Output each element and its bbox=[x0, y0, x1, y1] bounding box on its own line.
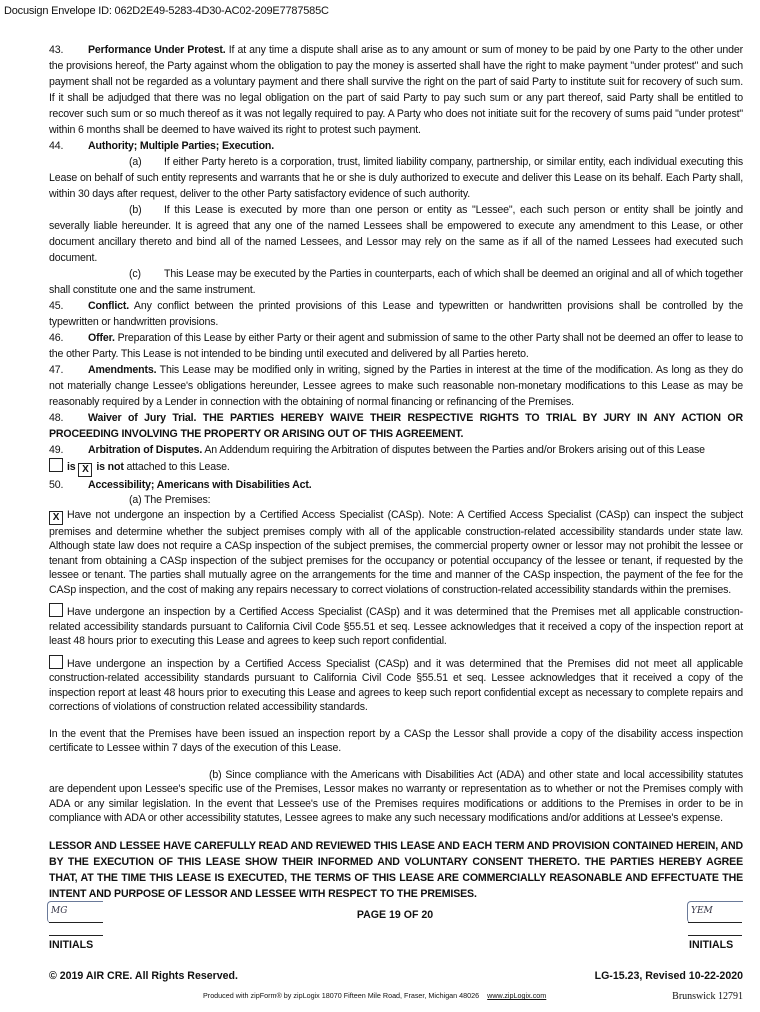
casp-not-inspected-checkbox[interactable]: X bbox=[49, 511, 63, 525]
section-45 bbox=[49, 298, 743, 330]
is-not-label: is not bbox=[96, 461, 124, 473]
lease-page-body bbox=[49, 42, 743, 902]
section-title: Waiver of Jury Trial. bbox=[88, 412, 197, 424]
arbitration-tail: attached to this Lease. bbox=[123, 461, 230, 473]
option-text: Have not undergone an inspection by a Certified Access Specialist (CASp). Note: A Certified Access Specialist (CASp) can inspect the subject premises and determine whether the subject premises comply with all of the applicable construction-related accessibility standards under state law. Although state law does not require a CASp inspection of the subject premises, the commercial property owner or lessor may not prohibit the lessee or tenant from obtaining a CASp inspection of the subject premises for the occupancy or potential occupancy of the lessee or tenant, if requested by the lessee or tenant. The parties shall mutually agree on the arrangements for the time and manner of the CASp inspection, the payment of the fee for the CASp inspection, and the cost of making any repairs necessary to correct violations of construction-related accessibility standards within the premises. bbox=[49, 508, 743, 596]
initials-line bbox=[49, 922, 103, 923]
subsection-label: (a) The Premises: bbox=[129, 494, 211, 506]
copyright: © 2019 AIR CRE. All Rights Reserved. bbox=[49, 970, 238, 982]
subsection-text: This Lease may be executed by the Parties in counterparts, each of which shall be deemed an original and all of which together shall constitute one and the same instrument. bbox=[49, 268, 743, 296]
section-title: Authority; Multiple Parties; Execution. bbox=[88, 140, 275, 152]
form-id: LG-15.23, Revised 10-22-2020 bbox=[594, 970, 743, 982]
section-number: 44. bbox=[49, 140, 64, 152]
section-50 bbox=[49, 477, 743, 493]
section-49 bbox=[49, 442, 743, 458]
initials-line bbox=[49, 935, 103, 936]
initials-line bbox=[688, 935, 742, 936]
lessee-initials-signature[interactable]: YEM bbox=[687, 901, 743, 923]
casp-event-paragraph: In the event that the Premises have been issued an inspection report by a CASp the Lessor shall provide a copy of the disability access inspection certificate to Lessee within 7 days of the execution of this Lease. bbox=[49, 727, 743, 754]
arbitration-choice bbox=[49, 458, 743, 477]
section-47 bbox=[49, 362, 743, 410]
casp-not-met-checkbox[interactable] bbox=[49, 655, 63, 669]
produced-line bbox=[203, 991, 546, 1000]
section-title: Accessibility; Americans with Disabilities Act. bbox=[88, 479, 312, 491]
section-number: 43. bbox=[49, 44, 64, 56]
subsection-label: (c) bbox=[129, 268, 141, 280]
section-text: Any conflict between the printed provisions of this Lease and typewritten or handwritten provisions shall be controlled by the typewritten or handwritten provisions. bbox=[49, 300, 743, 328]
section-text: Preparation of this Lease by either Party or their agent and submission of same to the other Party shall not be deemed an offer to lease to the other Party. This Lease is not intended to be binding until executed and delivered by all Parties hereto. bbox=[49, 332, 743, 360]
section-title: Offer. bbox=[88, 332, 115, 344]
section-text: If at any time a dispute shall arise as to any amount or sum of money to be paid by one Party to the other under the provisions hereof, the Party against whom the obligation to pay the money is asserted shall have the right to make payment "under protest" and such payment shall not be regarded as a voluntary payment and there shall survive the right on the part of said Party to institute suit for recovery of such sum. If it shall be adjudged that there was no legal obligation on the part of said Party to pay such sum or any part thereof, said Party shall be entitled to recover such sum or so much thereof as it was not legally required to pay. A Party who does not initiate suit for the recovery of sums paid "under protest" within 6 months shall be deemed to have waived its right to protest such payment. bbox=[49, 44, 743, 136]
subsection-text: If this Lease is executed by more than one person or entity as "Lessee", each such person or entity shall be jointly and severally liable hereunder. It is agreed that any one of the named Lessees shall be empowered to execute any amendment to this Lease, or other document ancillary thereto and bind all of the named Lessees, and Lessor may rely on the same as if all of the named Lessees had executed such document. bbox=[49, 204, 743, 264]
section-44b bbox=[49, 202, 743, 266]
section-title: Arbitration of Disputes. bbox=[88, 444, 203, 456]
subsection-label: (a) bbox=[129, 156, 142, 168]
section-title: Performance Under Protest. bbox=[88, 44, 226, 56]
file-name: Brunswick 12791 bbox=[672, 991, 743, 1002]
section-number: 49. bbox=[49, 444, 64, 456]
initials-line bbox=[688, 922, 742, 923]
section-50a-label bbox=[49, 493, 743, 508]
casp-option-met-standards bbox=[49, 603, 743, 649]
page-number: PAGE 19 OF 20 bbox=[356, 909, 434, 921]
section-number: 50. bbox=[49, 479, 64, 491]
envelope-id: Docusign Envelope ID: 062D2E49-5283-4D30-AC02-209E7787585C bbox=[4, 5, 329, 17]
initials-label-right: INITIALS bbox=[689, 939, 734, 951]
section-number: 45. bbox=[49, 300, 64, 312]
section-title: Conflict. bbox=[88, 300, 130, 312]
initials-label-left: INITIALS bbox=[49, 939, 94, 951]
section-44a bbox=[49, 154, 743, 202]
section-number: 48. bbox=[49, 412, 64, 424]
section-44 bbox=[49, 138, 743, 154]
section-46 bbox=[49, 330, 743, 362]
is-label: is bbox=[67, 461, 76, 473]
subsection-text: (b) Since compliance with the Americans with Disabilities Act (ADA) and other state and local accessibility statutes are dependent upon Lessee's specific use of the Premises, Lessor makes no warranty or representation as to whether or not the Premises comply with ADA or any similar legislation. In the event that Lessee's use of the Premises requires modifications or additions to the Premises in order to be in compliance with ADA or other accessibility statutes, Lessee agrees to make any such necessary modifications and/or additions at Lessee's expense. bbox=[49, 768, 743, 824]
section-44c bbox=[49, 266, 743, 298]
lessor-initials-signature[interactable]: MG bbox=[47, 901, 103, 923]
arbitration-is-checkbox[interactable] bbox=[49, 458, 63, 472]
section-text: THE PARTIES HEREBY WAIVE THEIR RESPECTIVE RIGHTS TO TRIAL BY JURY IN ANY ACTION OR PROCEEDING INVOLVING THE PROPERTY OR ARISING OUT OF THIS AGREEMENT. bbox=[49, 412, 744, 440]
section-text: An Addendum requiring the Arbitration of disputes between the Parties and/or Brokers arising out of this Lease bbox=[202, 444, 705, 456]
acknowledgement: LESSOR AND LESSEE HAVE CAREFULLY READ AND REVIEWED THIS LEASE AND EACH TERM AND PROVISION CONTAINED HEREIN, AND BY THE EXECUTION OF THIS LEASE SHOW THEIR INFORMED AND VOLUNTARY CONSENT THERETO. THE PARTIES HEREBY AGREE THAT, AT THE TIME THIS LEASE IS EXECUTED, THE TERMS OF THIS LEASE ARE COMMERCIALLY REASONABLE AND EFFECTUATE THE INTENT AND PURPOSE OF LESSOR AND LESSEE WITH RESPECT TO THE PREMISES. bbox=[49, 839, 743, 900]
produced-text: Produced with zipForm® by zipLogix 18070 Fifteen Mile Road, Fraser, Michigan 48026 bbox=[203, 991, 480, 1000]
section-50b bbox=[49, 768, 743, 826]
section-text: This Lease may be modified only in writing, signed by the Parties in interest at the time of the modification. As long as they do not materially change Lessee's obligations hereunder, Lessee agrees to make such reasonable non-monetary modifications to this Lease as may be reasonably required by a Lender in connection with the obtaining of normal financing or refinancing of the Premises. bbox=[49, 364, 743, 408]
ziplogix-link[interactable]: www.zipLogix.com bbox=[487, 991, 547, 1000]
casp-met-checkbox[interactable] bbox=[49, 603, 63, 617]
subsection-text: If either Party hereto is a corporation, trust, limited liability company, partnership, or similar entity, each individual executing this Lease on behalf of such entity represents and warrants that he or she is duly authorized to execute and deliver this Lease on its behalf. Each Party shall, within 30 days after request, deliver to the other Party satisfactory evidence of such authority. bbox=[49, 156, 743, 200]
section-title: Amendments. bbox=[88, 364, 157, 376]
casp-option-not-inspected bbox=[49, 508, 743, 598]
section-48 bbox=[49, 410, 743, 442]
casp-option-not-met-standards bbox=[49, 655, 743, 715]
option-text: Have undergone an inspection by a Certified Access Specialist (CASp) and it was determined that the Premises met all applicable construction-related accessibility standards pursuant to California Civil Code §55.51 et seq. Lessee acknowledges that it received a copy of the inspection report at least 48 hours prior to executing this Lease and agrees to keep such report confidential. bbox=[49, 606, 743, 647]
section-43 bbox=[49, 42, 743, 138]
option-text: Have undergone an inspection by a Certified Access Specialist (CASp) and it was determined that the Premises did not meet all applicable construction-related accessibility standards pursuant to California Civil Code §55.51 et seq. Lessee acknowledges that it received a copy of the inspection report at least 48 hours prior to executing this Lease and agrees to keep such report confidential except as necessary to complete repairs and corrections of violations of construction related accessibility standards. bbox=[49, 657, 743, 713]
section-number: 46. bbox=[49, 332, 64, 344]
arbitration-is-not-checkbox[interactable]: X bbox=[78, 463, 92, 477]
subsection-label: (b) bbox=[129, 204, 142, 216]
section-number: 47. bbox=[49, 364, 64, 376]
